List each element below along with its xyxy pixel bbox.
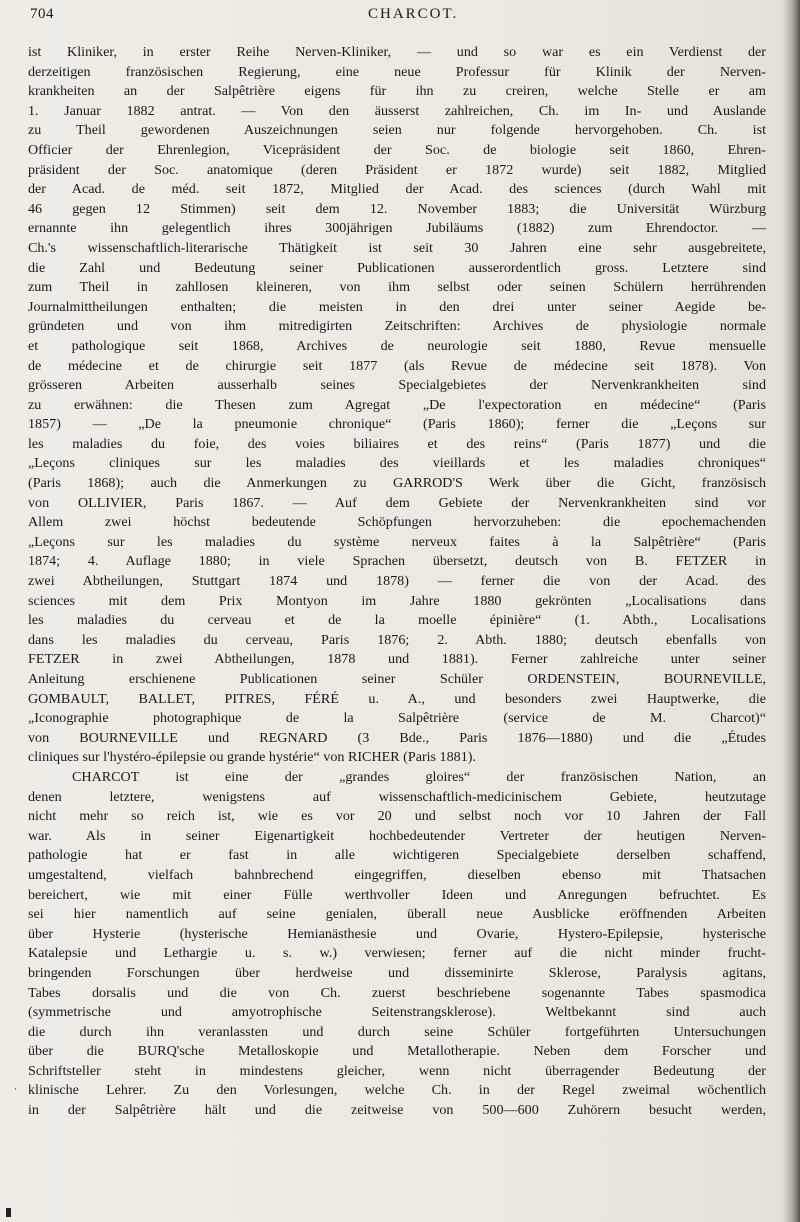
text-line: von OLLIVIER, Paris 1867. — Auf dem Gebiete der Nervenkrankheiten sind vor <box>28 494 766 511</box>
text-line: 1874; 4. Auflage 1880; in viele Sprachen übersetzt, deutsch von B. FETZER in <box>28 553 766 570</box>
text-line: war. Als in seiner Eigenartigkeit hochbedeutender Vertreter der heutigen Nerven- <box>28 827 766 844</box>
text-line: präsident der Soc. anatomique (deren Präsident er 1872 wurde) seit 1882, Mitglied <box>28 161 766 178</box>
text-line: „Leçons sur les maladies du système nerveux faites à la Salpêtrière“ (Paris <box>28 533 766 550</box>
text-line: CHARCOT ist eine der „grandes gloires“ der französischen Nation, an <box>72 768 766 785</box>
text-line: de médecine et de chirurgie seit 1877 (als Revue de médecine seit 1878). Von <box>28 357 766 374</box>
text-line: Officier der Ehrenlegion, Vicepräsident der Soc. de biologie seit 1860, Ehren- <box>28 141 766 158</box>
text-line: umgestaltend, vielfach bahnbrechend eingegriffen, dieselben ebenso mit Thatsachen <box>28 866 766 883</box>
text-line: Ch.'s wissenschaftlich-literarische Thätigkeit ist seit 30 Jahren eine sehr ausgebreitete, <box>28 239 766 256</box>
text-line: ist Kliniker, in erster Reihe Nerven-Kliniker, — und so war es ein Verdienst der <box>28 44 766 60</box>
body-text <box>28 43 766 1121</box>
text-line: die Zahl und Bedeutung seiner Publicationen ausserordentlich gross. Letztere sind <box>28 259 766 276</box>
text-line: 1. Januar 1882 antrat. — Von den äusserst zahlreichen, Ch. im In- und Auslande <box>28 102 766 119</box>
corner-mark <box>6 1208 11 1217</box>
text-line: zu erwähnen: die Thesen zum Agregat „De l'expectoration en médecine“ (Paris <box>28 396 766 413</box>
text-line: Allem zwei höchst bedeutende Schöpfungen hervorzuheben: die epochemachenden <box>28 514 766 531</box>
text-line: Tabes dorsalis und die von Ch. zuerst beschriebene sogenannte Tabes spasmodica <box>28 984 766 1001</box>
text-line: les maladies du foie, des voies biliaires et des reins“ (Paris 1877) und die <box>28 435 766 452</box>
text-line: pathologie hat er fast in alle wichtigeren Specialgebiete derselben schaffend, <box>28 847 766 864</box>
text-line: die durch ihn veranlassten und durch seine Schüler fortgeführten Untersuchungen <box>28 1023 766 1040</box>
text-line: in der Salpêtrière hält und die zeitweise von 500—600 Zuhörern besucht werden, <box>28 1102 766 1119</box>
text-line: 1857) — „De la pneumonie chronique“ (Paris 1860); ferner die „Leçons sur <box>28 416 766 433</box>
text-line: et pathologique seit 1868, Archives de neurologie seit 1880, Revue mensuelle <box>28 337 766 354</box>
margin-dot-mark: · <box>14 1085 17 1095</box>
page-header <box>0 6 800 32</box>
text-line: grösseren Arbeiten ausserhalb seines Specialgebietes der Nervenkrankheiten sind <box>28 377 766 394</box>
text-line: über Hysterie (hysterische Hemianästhesie und Ovarie, Hystero-Epilepsie, hysterische <box>28 925 766 942</box>
page-edge-shadow <box>782 0 800 1222</box>
text-line: der Acad. de méd. seit 1872, Mitglied der Acad. des sciences (durch Wahl mit <box>28 181 766 198</box>
text-line: (symmetrische und amyotrophische Seitenstrangsklerose). Weltbekannt sind auch <box>28 1004 766 1021</box>
text-line: Journalmittheilungen enthalten; die meisten in den drei unter seiner Aegide be- <box>28 298 766 315</box>
running-head: CHARCOT. <box>368 6 459 22</box>
text-line: Katalepsie und Lethargie u. s. w.) verwiesen; ferner auf die nicht minder frucht- <box>28 945 766 962</box>
text-line: zum Theil in zahllosen kleineren, von ihm selbst oder seinen Schülern herrührenden <box>28 279 766 296</box>
text-line: (Paris 1868); auch die Anmerkungen zu GARROD'S Werk über die Gicht, französisch <box>28 475 766 492</box>
text-line: zwei Abtheilungen, Stuttgart 1874 und 1878) — ferner die von der Acad. des <box>28 573 766 590</box>
page-number: 704 <box>30 6 54 22</box>
text-line: klinische Lehrer. Zu den Vorlesungen, welche Ch. in der Regel zweimal wöchentlich <box>28 1082 766 1099</box>
text-line: zu Theil gewordenen Auszeichnungen seien nur folgende hervorgehoben. Ch. ist <box>28 122 766 139</box>
text-line: cliniques sur l'hystéro-épilepsie ou grande hystérie“ von RICHER (Paris 1881). <box>28 749 476 766</box>
text-line: über die BURQ'sche Metalloskopie und Metallotherapie. Neben dem Forscher und <box>28 1043 766 1060</box>
text-line: „Leçons cliniques sur les maladies des vieillards et les maladies chroniques“ <box>28 455 766 472</box>
text-line: derzeitigen französischen Regierung, eine neue Professur für Klinik der Nerven- <box>28 63 766 80</box>
text-line: FETZER in zwei Abtheilungen, 1878 und 1881). Ferner zahlreiche unter seiner <box>28 651 766 668</box>
text-line: GOMBAULT, BALLET, PITRES, FÉRÉ u. A., und besonders zwei Hauptwerke, die <box>28 690 766 707</box>
text-line: von BOURNEVILLE und REGNARD (3 Bde., Paris 1876—1880) und die „Études <box>28 729 766 746</box>
text-line: ernannte ihn gelegentlich ihres 300jährigen Jubiläums (1882) zum Ehrendoctor. — <box>28 220 766 237</box>
text-line: nicht mehr so reich ist, wie es vor 20 und selbst noch vor 10 Jahren der Fall <box>28 808 766 825</box>
text-line: 46 gegen 12 Stimmen) seit dem 12. November 1883; die Universität Würzburg <box>28 200 766 217</box>
text-line: gründeten und von ihm mitredigirten Zeitschriften: Archives de physiologie normale <box>28 318 766 335</box>
text-line: sciences mit dem Prix Montyon im Jahre 1880 gekrönten „Localisations dans <box>28 592 766 609</box>
text-line: bereichert, wie mit einer Fülle werthvoller Ideen und Anregungen befruchtet. Es <box>28 886 766 903</box>
text-line: dans les maladies du cerveau, Paris 1876; 2. Abth. 1880; deutsch ebenfalls von <box>28 631 766 648</box>
text-line: sei hier namentlich auf seine genialen, überall neue Ausblicke eröffnenden Arbeiten <box>28 906 766 923</box>
text-line: les maladies du cerveau et de la moelle épinière“ (1. Abth., Localisations <box>28 612 766 629</box>
text-line: bringenden Forschungen über herdweise und disseminirte Sklerose, Paralysis agitans, <box>28 964 766 981</box>
text-line: „Iconographie photographique de la Salpêtrière (service de M. Charcot)“ <box>28 710 766 727</box>
text-line: Schriftsteller steht in mindestens gleicher, wenn nicht überragender Bedeutung der <box>28 1062 766 1079</box>
text-line: krankheiten an der Salpêtrière eigens für ihn zu creiren, welche Stelle er am <box>28 83 766 100</box>
text-line: Anleitung erschienene Publicationen seiner Schüler ORDENSTEIN, BOURNEVILLE, <box>28 671 766 687</box>
text-line: denen letztere, wenigstens auf wissenschaftlich-medicinischem Gebiete, heutzutage <box>28 788 766 805</box>
